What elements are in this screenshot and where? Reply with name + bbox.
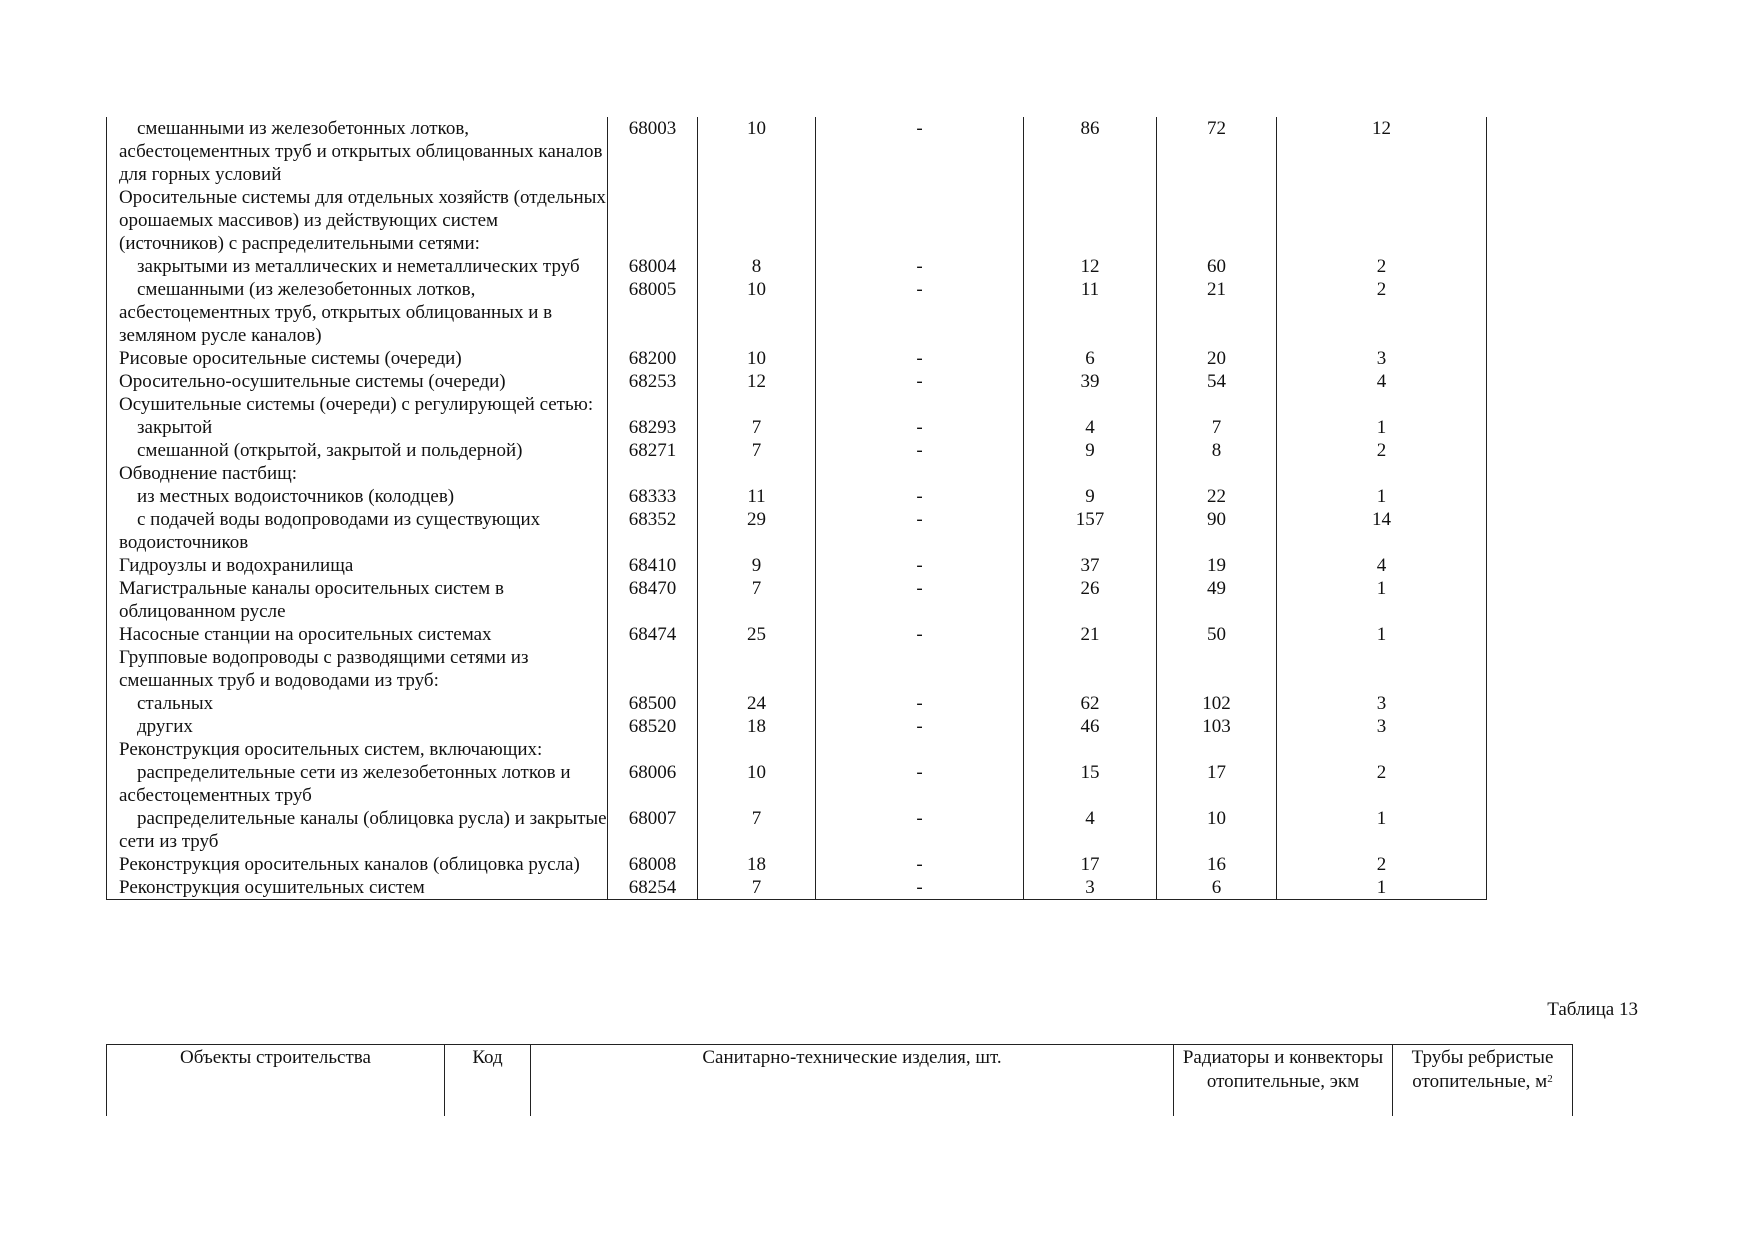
- row-value-cell: 1: [1277, 807, 1487, 853]
- row-value-cell: 60: [1157, 255, 1277, 278]
- table-row: [107, 554, 1487, 577]
- row-value-cell: 12: [1277, 117, 1487, 186]
- row-name-cell: распределительные сети из железобетонных лотков и асбестоцементных труб: [107, 761, 608, 807]
- row-value-cell: [698, 393, 816, 416]
- row-value-cell: -: [816, 255, 1024, 278]
- row-code-cell: 68004: [608, 255, 698, 278]
- row-value-cell: 3: [1277, 347, 1487, 370]
- row-value-cell: [1277, 646, 1487, 692]
- row-value-cell: [698, 462, 816, 485]
- row-name-cell: закрытой: [107, 416, 608, 439]
- table-row: [107, 876, 1487, 900]
- row-value-cell: 16: [1157, 853, 1277, 876]
- table-row: [107, 692, 1487, 715]
- row-name-cell: Рисовые оросительные системы (очереди): [107, 347, 608, 370]
- row-value-cell: 90: [1157, 508, 1277, 554]
- row-value-cell: 20: [1157, 347, 1277, 370]
- row-name-cell: смешанными (из железобетонных лотков, асбестоцементных труб, открытых облицованных и в земляном русле каналов): [107, 278, 608, 347]
- row-value-cell: 21: [1157, 278, 1277, 347]
- row-value-cell: 10: [698, 117, 816, 186]
- table-row: [107, 807, 1487, 853]
- row-code-cell: 68005: [608, 278, 698, 347]
- row-value-cell: [1024, 186, 1157, 255]
- row-name-cell: с подачей воды водопроводами из существующих водоисточников: [107, 508, 608, 554]
- row-value-cell: -: [816, 416, 1024, 439]
- row-value-cell: [1157, 393, 1277, 416]
- row-value-cell: 2: [1277, 853, 1487, 876]
- table-row: [107, 347, 1487, 370]
- row-name-cell: Реконструкция осушительных систем: [107, 876, 608, 900]
- row-code-cell: [608, 393, 698, 416]
- row-value-cell: [1277, 186, 1487, 255]
- row-name-cell: других: [107, 715, 608, 738]
- row-value-cell: 39: [1024, 370, 1157, 393]
- row-name-cell: Обводнение пастбищ:: [107, 462, 608, 485]
- row-value-cell: [1157, 738, 1277, 761]
- row-code-cell: 68253: [608, 370, 698, 393]
- row-value-cell: [1277, 462, 1487, 485]
- row-code-cell: [608, 738, 698, 761]
- row-value-cell: 50: [1157, 623, 1277, 646]
- row-value-cell: [698, 738, 816, 761]
- table-13-header-row: [107, 1045, 1573, 1117]
- row-value-cell: 14: [1277, 508, 1487, 554]
- row-value-cell: [1157, 186, 1277, 255]
- row-value-cell: 1: [1277, 876, 1487, 900]
- row-value-cell: 2: [1277, 255, 1487, 278]
- row-value-cell: 3: [1277, 692, 1487, 715]
- row-value-cell: -: [816, 715, 1024, 738]
- table-row: [107, 715, 1487, 738]
- row-value-cell: [816, 186, 1024, 255]
- table-row: [107, 853, 1487, 876]
- row-value-cell: -: [816, 278, 1024, 347]
- row-value-cell: -: [816, 508, 1024, 554]
- table-row: [107, 117, 1487, 186]
- table-row: [107, 462, 1487, 485]
- table-row: [107, 186, 1487, 255]
- row-value-cell: 21: [1024, 623, 1157, 646]
- row-value-cell: [698, 186, 816, 255]
- table-row: [107, 393, 1487, 416]
- row-value-cell: 17: [1157, 761, 1277, 807]
- row-value-cell: 18: [698, 715, 816, 738]
- construction-table-continuation: [106, 117, 1487, 900]
- row-value-cell: -: [816, 876, 1024, 900]
- row-name-cell: Осушительные системы (очереди) с регулирующей сетью:: [107, 393, 608, 416]
- row-value-cell: 10: [1157, 807, 1277, 853]
- row-value-cell: 17: [1024, 853, 1157, 876]
- row-value-cell: 4: [1277, 370, 1487, 393]
- row-code-cell: 68200: [608, 347, 698, 370]
- row-value-cell: -: [816, 577, 1024, 623]
- row-value-cell: 49: [1157, 577, 1277, 623]
- row-value-cell: [816, 738, 1024, 761]
- row-value-cell: 3: [1277, 715, 1487, 738]
- row-value-cell: -: [816, 370, 1024, 393]
- row-value-cell: 12: [698, 370, 816, 393]
- row-value-cell: 4: [1277, 554, 1487, 577]
- table-row: [107, 416, 1487, 439]
- table-row: [107, 439, 1487, 462]
- row-name-cell: распределительные каналы (облицовка русла) и закрытые сети из труб: [107, 807, 608, 853]
- row-value-cell: 7: [698, 807, 816, 853]
- table-row: [107, 623, 1487, 646]
- row-value-cell: -: [816, 347, 1024, 370]
- row-value-cell: [816, 462, 1024, 485]
- table-row: [107, 577, 1487, 623]
- row-value-cell: 46: [1024, 715, 1157, 738]
- table-row: [107, 646, 1487, 692]
- row-value-cell: 157: [1024, 508, 1157, 554]
- row-value-cell: 1: [1277, 416, 1487, 439]
- row-code-cell: 68008: [608, 853, 698, 876]
- row-value-cell: 26: [1024, 577, 1157, 623]
- row-value-cell: 19: [1157, 554, 1277, 577]
- row-name-cell: Групповые водопроводы с разводящими сетями из смешанных труб и водоводами из труб:: [107, 646, 608, 692]
- header-code: Код: [445, 1045, 531, 1117]
- row-value-cell: 10: [698, 278, 816, 347]
- row-value-cell: 10: [698, 347, 816, 370]
- row-code-cell: 68333: [608, 485, 698, 508]
- row-code-cell: 68254: [608, 876, 698, 900]
- row-name-cell: Реконструкция оросительных каналов (облицовка русла): [107, 853, 608, 876]
- row-value-cell: [1024, 462, 1157, 485]
- table-row: [107, 255, 1487, 278]
- row-value-cell: [816, 646, 1024, 692]
- row-code-cell: 68271: [608, 439, 698, 462]
- row-value-cell: -: [816, 623, 1024, 646]
- row-code-cell: 68007: [608, 807, 698, 853]
- row-value-cell: 1: [1277, 623, 1487, 646]
- row-name-cell: стальных: [107, 692, 608, 715]
- row-value-cell: [698, 646, 816, 692]
- row-value-cell: 103: [1157, 715, 1277, 738]
- header-sanitary: Санитарно-технические изделия, шт.: [531, 1045, 1174, 1117]
- row-value-cell: 10: [698, 761, 816, 807]
- row-value-cell: 6: [1024, 347, 1157, 370]
- row-code-cell: [608, 186, 698, 255]
- header-pipes-sup: 2: [1547, 1073, 1553, 1085]
- row-value-cell: 7: [698, 577, 816, 623]
- row-value-cell: 8: [698, 255, 816, 278]
- row-value-cell: [1024, 393, 1157, 416]
- row-value-cell: 7: [1157, 416, 1277, 439]
- row-value-cell: 4: [1024, 807, 1157, 853]
- row-value-cell: [1277, 738, 1487, 761]
- row-value-cell: 62: [1024, 692, 1157, 715]
- row-value-cell: 7: [698, 876, 816, 900]
- table-row: [107, 370, 1487, 393]
- row-code-cell: 68520: [608, 715, 698, 738]
- row-value-cell: 37: [1024, 554, 1157, 577]
- row-value-cell: -: [816, 692, 1024, 715]
- row-value-cell: -: [816, 439, 1024, 462]
- row-code-cell: 68352: [608, 508, 698, 554]
- table-13-caption: Таблица 13: [1547, 999, 1638, 1020]
- row-value-cell: 7: [698, 416, 816, 439]
- row-value-cell: 25: [698, 623, 816, 646]
- row-code-cell: 68293: [608, 416, 698, 439]
- row-value-cell: [1277, 393, 1487, 416]
- row-value-cell: 22: [1157, 485, 1277, 508]
- row-value-cell: 2: [1277, 278, 1487, 347]
- row-name-cell: Магистральные каналы оросительных систем в облицованном русле: [107, 577, 608, 623]
- row-name-cell: из местных водоисточников (колодцев): [107, 485, 608, 508]
- row-value-cell: 2: [1277, 761, 1487, 807]
- row-value-cell: 1: [1277, 485, 1487, 508]
- row-name-cell: смешанными из железобетонных лотков, асбестоцементных труб и открытых облицованных каналов для горных условий: [107, 117, 608, 186]
- header-pipes-label: Трубы ребристые отопительные, м: [1411, 1047, 1554, 1092]
- row-value-cell: 29: [698, 508, 816, 554]
- row-value-cell: 8: [1157, 439, 1277, 462]
- row-value-cell: 15: [1024, 761, 1157, 807]
- row-code-cell: [608, 646, 698, 692]
- row-code-cell: 68006: [608, 761, 698, 807]
- row-value-cell: 102: [1157, 692, 1277, 715]
- row-value-cell: -: [816, 853, 1024, 876]
- row-value-cell: -: [816, 761, 1024, 807]
- table-row: [107, 278, 1487, 347]
- row-value-cell: 6: [1157, 876, 1277, 900]
- row-code-cell: 68500: [608, 692, 698, 715]
- row-value-cell: 24: [698, 692, 816, 715]
- row-code-cell: 68410: [608, 554, 698, 577]
- row-value-cell: 18: [698, 853, 816, 876]
- header-radiators: Радиаторы и конвекторы отопительные, экм: [1174, 1045, 1393, 1117]
- row-value-cell: [816, 393, 1024, 416]
- row-value-cell: 7: [698, 439, 816, 462]
- row-name-cell: Оросительно-осушительные системы (очереди): [107, 370, 608, 393]
- row-code-cell: 68474: [608, 623, 698, 646]
- row-name-cell: Реконструкция оросительных систем, включающих:: [107, 738, 608, 761]
- header-pipes: [1393, 1045, 1573, 1117]
- row-value-cell: 72: [1157, 117, 1277, 186]
- table-row: [107, 485, 1487, 508]
- header-objects: Объекты строительства: [107, 1045, 445, 1117]
- table-row: [107, 508, 1487, 554]
- row-value-cell: 3: [1024, 876, 1157, 900]
- row-value-cell: -: [816, 554, 1024, 577]
- row-value-cell: 9: [698, 554, 816, 577]
- row-value-cell: -: [816, 485, 1024, 508]
- row-code-cell: 68003: [608, 117, 698, 186]
- row-value-cell: 86: [1024, 117, 1157, 186]
- row-name-cell: закрытыми из металлических и неметаллических труб: [107, 255, 608, 278]
- row-name-cell: Гидроузлы и водохранилища: [107, 554, 608, 577]
- row-value-cell: [1024, 646, 1157, 692]
- row-value-cell: 2: [1277, 439, 1487, 462]
- row-name-cell: Оросительные системы для отдельных хозяйств (отдельных орошаемых массивов) из действующих систем (источников) с распределительными сетями:: [107, 186, 608, 255]
- table-row: [107, 738, 1487, 761]
- row-name-cell: смешанной (открытой, закрытой и польдерной): [107, 439, 608, 462]
- row-value-cell: 9: [1024, 439, 1157, 462]
- table-13: [106, 1044, 1573, 1116]
- row-value-cell: -: [816, 807, 1024, 853]
- row-value-cell: 1: [1277, 577, 1487, 623]
- row-code-cell: 68470: [608, 577, 698, 623]
- row-value-cell: [1024, 738, 1157, 761]
- row-value-cell: 12: [1024, 255, 1157, 278]
- row-value-cell: -: [816, 117, 1024, 186]
- row-value-cell: 11: [698, 485, 816, 508]
- row-value-cell: [1157, 462, 1277, 485]
- row-name-cell: Насосные станции на оросительных системах: [107, 623, 608, 646]
- row-value-cell: [1157, 646, 1277, 692]
- row-value-cell: 9: [1024, 485, 1157, 508]
- row-value-cell: 11: [1024, 278, 1157, 347]
- row-value-cell: 54: [1157, 370, 1277, 393]
- row-code-cell: [608, 462, 698, 485]
- row-value-cell: 4: [1024, 416, 1157, 439]
- table-row: [107, 761, 1487, 807]
